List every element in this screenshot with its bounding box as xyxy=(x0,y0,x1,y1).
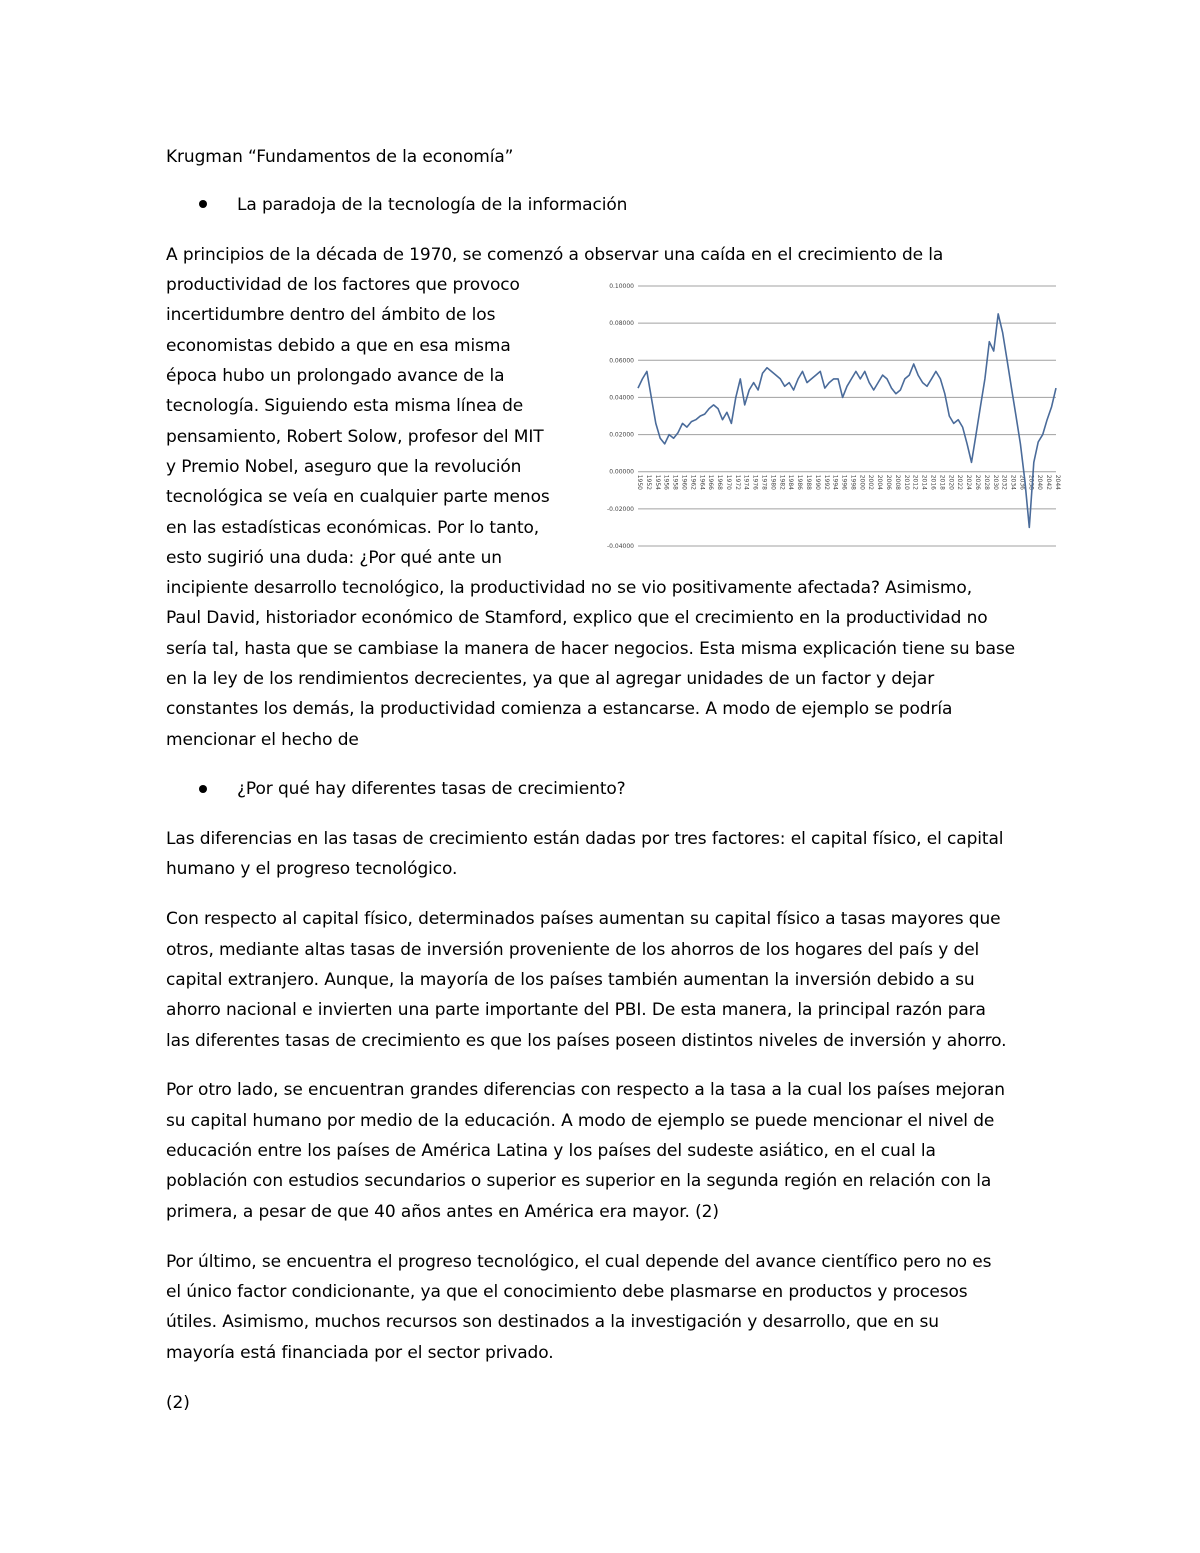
x-tick-label: 1976 xyxy=(751,474,759,490)
x-tick-label: 2028 xyxy=(982,474,990,490)
paragraph-1-line: en la ley de los rendimientos decrecientes, ya que al agregar unidades de un factor y dejar xyxy=(166,669,935,689)
y-tick-label: 0.04000 xyxy=(609,394,634,402)
y-tick-label: 0.02000 xyxy=(609,431,634,439)
y-tick-label: 0.06000 xyxy=(609,357,634,365)
x-tick-label: 2036 xyxy=(1018,474,1026,490)
x-tick-label: 2006 xyxy=(885,474,893,490)
paragraph-1-line: tecnología. Siguiendo esta misma línea de xyxy=(166,396,524,416)
x-tick-label: 1970 xyxy=(724,474,732,490)
paragraph-5-line: el único factor condicionante, ya que el conocimiento debe plasmarse en productos y procesos xyxy=(166,1282,968,1302)
paragraph-4-line: educación entre los países de América Latina y los países del sudeste asiático, en el cual la xyxy=(166,1141,936,1161)
x-tick-label: 2014 xyxy=(920,474,928,490)
paragraph-1-line: incipiente desarrollo tecnológico, la productividad no se vio positivamente afectada? Asimismo, xyxy=(166,578,972,598)
x-tick-label: 1964 xyxy=(698,474,706,490)
x-tick-label: 1998 xyxy=(849,474,857,490)
y-tick-label: 0.10000 xyxy=(609,283,634,290)
x-tick-label: 2042 xyxy=(1045,474,1053,490)
paragraph-4-line: primera, a pesar de que 40 años antes en América era mayor. (2) xyxy=(166,1202,719,1222)
paragraph-1-line: productividad de los factores que provoco xyxy=(166,275,520,295)
x-tick-label: 1978 xyxy=(760,474,768,490)
paragraph-5-line: Por último, se encuentra el progreso tecnológico, el cual depende del avance científico pero no es xyxy=(166,1252,992,1272)
x-tick-label: 1962 xyxy=(689,474,697,490)
paragraph-3-line: ahorro nacional e invierten una parte importante del PBI. De esta manera, la principal razón para xyxy=(166,1000,986,1020)
paragraph-1-line: esto sugirió una duda: ¿Por qué ante un xyxy=(166,548,502,568)
x-tick-label: 1950 xyxy=(636,474,643,490)
x-tick-label: 2030 xyxy=(991,474,999,490)
x-tick-label: 1974 xyxy=(742,474,750,490)
paragraph-1-line: pensamiento, Robert Solow, profesor del MIT xyxy=(166,427,544,447)
x-tick-label: 2000 xyxy=(858,474,866,490)
x-tick-label: 1968 xyxy=(716,474,724,490)
paragraph-3-line: Con respecto al capital físico, determinados países aumentan su capital físico a tasas mayores que xyxy=(166,909,1001,929)
x-tick-label: 1988 xyxy=(804,474,812,490)
footnote-reference: (2) xyxy=(166,1393,190,1413)
paragraph-1-line: en las estadísticas económicas. Por lo tanto, xyxy=(166,518,540,538)
x-tick-label: 2022 xyxy=(956,474,964,490)
paragraph-3-line: las diferentes tasas de crecimiento es que los países poseen distintos niveles de inversión y ahorro. xyxy=(166,1031,1007,1051)
x-tick-label: 2010 xyxy=(902,474,910,490)
x-tick-label: 1966 xyxy=(707,474,715,490)
paragraph-1-line: mencionar el hecho de xyxy=(166,730,359,750)
x-tick-label: 2004 xyxy=(876,474,884,490)
y-tick-label: -0.04000 xyxy=(607,543,634,550)
paragraph-5-line: útiles. Asimismo, muchos recursos son destinados a la investigación y desarrollo, que en su xyxy=(166,1312,939,1332)
paragraph-1-line: incertidumbre dentro del ámbito de los xyxy=(166,305,496,325)
x-tick-label: 1990 xyxy=(813,474,821,490)
x-tick-label: 1982 xyxy=(778,474,786,490)
x-tick-label: 2034 xyxy=(1009,474,1017,490)
x-tick-label: 1984 xyxy=(787,474,795,490)
x-tick-label: 2018 xyxy=(938,474,946,490)
paragraph-3-line: otros, mediante altas tasas de inversión proveniente de los ahorros de los hogares del país y del xyxy=(166,940,980,960)
y-tick-label: -0.02000 xyxy=(607,505,634,513)
paragraph-4-line: Por otro lado, se encuentran grandes diferencias con respecto a la tasa a la cual los países mejoran xyxy=(166,1080,1005,1100)
x-tick-label: 1960 xyxy=(680,474,688,490)
x-tick-label: 2020 xyxy=(947,474,955,490)
x-tick-label: 2008 xyxy=(893,474,901,490)
paragraph-2-line: Las diferencias en las tasas de crecimiento están dadas por tres factores: el capital físico, el capital xyxy=(166,829,1004,849)
x-tick-label: 1958 xyxy=(671,474,679,490)
paragraph-1-line: y Premio Nobel, aseguro que la revolución xyxy=(166,457,522,477)
x-tick-label: 2038 xyxy=(1027,474,1035,490)
paragraph-1-line: tecnológica se veía en cualquier parte menos xyxy=(166,487,550,507)
document-title: Krugman “Fundamentos de la economía” xyxy=(166,147,514,167)
bullet-heading-2: ¿Por qué hay diferentes tasas de crecimiento? xyxy=(237,779,626,799)
paragraph-4-line: su capital humano por medio de la educación. A modo de ejemplo se puede mencionar el nivel de xyxy=(166,1111,995,1131)
paragraph-1-line: sería tal, hasta que se cambiase la manera de hacer negocios. Esta misma explicación tiene su base xyxy=(166,639,1016,659)
paragraph-1-line: A principios de la década de 1970, se comenzó a observar una caída en el crecimiento de la xyxy=(166,245,944,265)
paragraph-1-line: época hubo un prolongado avance de la xyxy=(166,366,505,386)
bullet-icon xyxy=(199,785,207,793)
bullet-heading-1: La paradoja de la tecnología de la información xyxy=(237,195,628,215)
y-tick-label: 0.08000 xyxy=(609,320,634,328)
x-tick-label: 2012 xyxy=(911,474,919,490)
x-tick-label: 2040 xyxy=(1036,474,1044,490)
y-tick-label: 0.00000 xyxy=(609,468,634,476)
series-line xyxy=(638,314,1056,528)
paragraph-1-line: constantes los demás, la productividad comienza a estancarse. A modo de ejemplo se podría xyxy=(166,699,953,719)
x-tick-label: 2002 xyxy=(867,474,875,490)
x-tick-label: 1954 xyxy=(653,474,661,490)
x-tick-label: 1952 xyxy=(644,474,652,490)
x-tick-label: 1994 xyxy=(831,474,839,490)
paragraph-2-line: humano y el progreso tecnológico. xyxy=(166,859,458,879)
paragraph-4-line: población con estudios secundarios o superior es superior en la segunda región en relación con la xyxy=(166,1171,992,1191)
paragraph-1-line: Paul David, historiador económico de Stamford, explico que el crecimiento en la productividad no xyxy=(166,608,988,628)
productivity-line-chart xyxy=(582,272,1072,562)
paragraph-3-line: capital extranjero. Aunque, la mayoría de los países también aumentan la inversión debido a su xyxy=(166,970,975,990)
paragraph-1-line: economistas debido a que en esa misma xyxy=(166,336,511,356)
x-tick-label: 1956 xyxy=(662,474,670,490)
x-tick-label: 1972 xyxy=(733,474,741,490)
x-tick-label: 1992 xyxy=(822,474,830,490)
bullet-icon xyxy=(199,200,207,208)
x-tick-label: 2032 xyxy=(1000,474,1008,490)
x-tick-label: 2016 xyxy=(929,474,937,490)
x-tick-label: 2026 xyxy=(973,474,981,490)
x-tick-label: 2044 xyxy=(1054,474,1061,490)
x-tick-label: 1996 xyxy=(840,474,848,490)
x-tick-label: 1980 xyxy=(769,474,777,490)
x-tick-label: 2024 xyxy=(965,474,973,490)
x-tick-label: 1986 xyxy=(796,474,804,490)
paragraph-5-line: mayoría está financiada por el sector privado. xyxy=(166,1343,554,1363)
